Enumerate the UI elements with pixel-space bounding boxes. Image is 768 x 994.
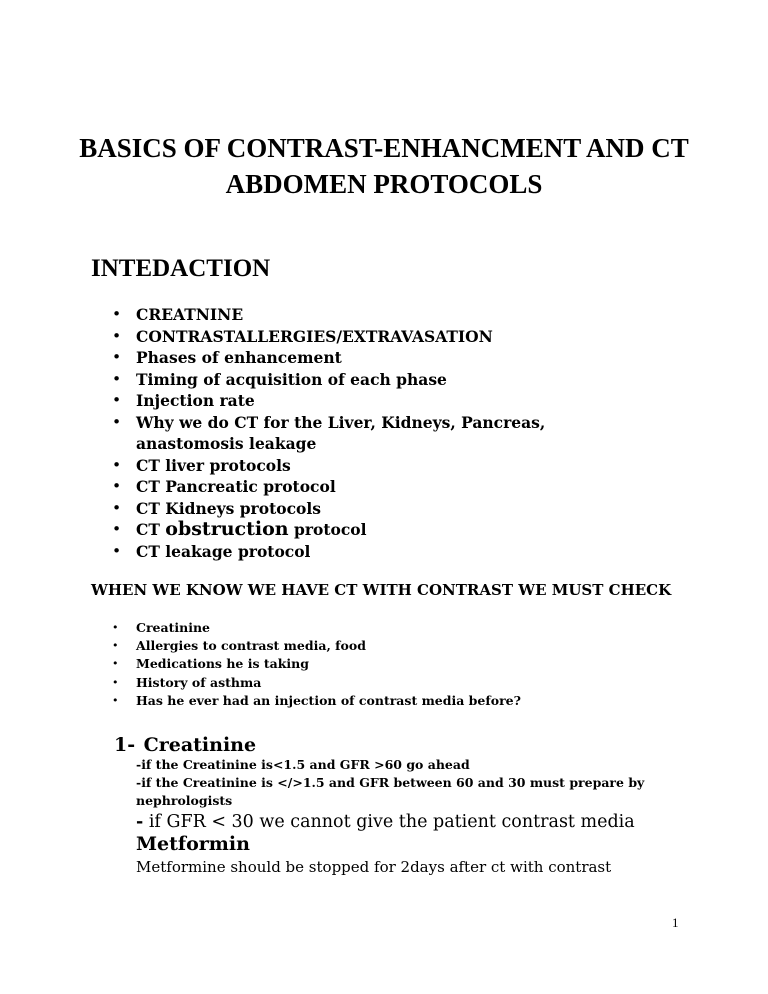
obstruction-suffix: protocol bbox=[288, 520, 367, 539]
section-title: Creatinine bbox=[143, 734, 257, 756]
creatinine-rule-1: -if the Creatinine is<1.5 and GFR >60 go ahead bbox=[136, 757, 470, 772]
document-title: BASICS OF CONTRAST-ENHANCMENT AND CT ABDOMEN PROTOCOLS bbox=[79, 133, 689, 199]
rule-dash: - bbox=[136, 812, 144, 832]
list-item: • Phases of enhancement bbox=[136, 347, 656, 369]
metformin-heading: Metformin bbox=[136, 833, 250, 855]
creatinine-rule-3 bbox=[136, 812, 696, 832]
list-item: • Allergies to contrast media, food bbox=[136, 637, 656, 655]
obstruction-prefix: CT bbox=[136, 520, 166, 539]
checks-list bbox=[136, 619, 656, 710]
list-item: • Medications he is taking bbox=[136, 655, 656, 673]
list-item: • Why we do CT for the Liver, Kidneys, Pancreas, anastomosis leakage bbox=[136, 412, 656, 455]
list-item: • Injection rate bbox=[136, 390, 656, 412]
check-heading: WHEN WE KNOW WE HAVE CT WITH CONTRAST WE MUST CHECK bbox=[91, 581, 672, 599]
metformin-note: Metformine should be stopped for 2days after ct with contrast bbox=[136, 858, 612, 876]
list-item: • CT liver protocols bbox=[136, 455, 656, 477]
obstruction-emphasis: obstruction bbox=[165, 518, 289, 540]
list-item: • Creatinine bbox=[136, 619, 656, 637]
list-item: • History of asthma bbox=[136, 674, 656, 692]
list-item: • CT leakage protocol bbox=[136, 541, 656, 563]
list-item: • Timing of acquisition of each phase bbox=[136, 369, 656, 391]
list-item: • CONTRASTALLERGIES/EXTRAVASATION bbox=[136, 326, 656, 348]
topics-list bbox=[136, 304, 656, 562]
list-item: • Has he ever had an injection of contrast media before? bbox=[136, 692, 656, 710]
page-number: 1 bbox=[672, 915, 679, 930]
rule-text: if GFR < 30 we cannot give the patient contrast media bbox=[143, 812, 635, 832]
section-number: 1- bbox=[114, 734, 136, 756]
intro-heading: INTEDACTION bbox=[91, 255, 271, 282]
list-item: • CREATNINE bbox=[136, 304, 656, 326]
section-heading bbox=[114, 734, 256, 756]
list-item: • CT Kidneys protocols bbox=[136, 498, 656, 520]
list-item: • CT Pancreatic protocol bbox=[136, 476, 656, 498]
list-item-obstruction bbox=[136, 519, 656, 541]
creatinine-rule-2: -if the Creatinine is </>1.5 and GFR between 60 and 30 must prepare by nephrologists bbox=[136, 775, 645, 808]
